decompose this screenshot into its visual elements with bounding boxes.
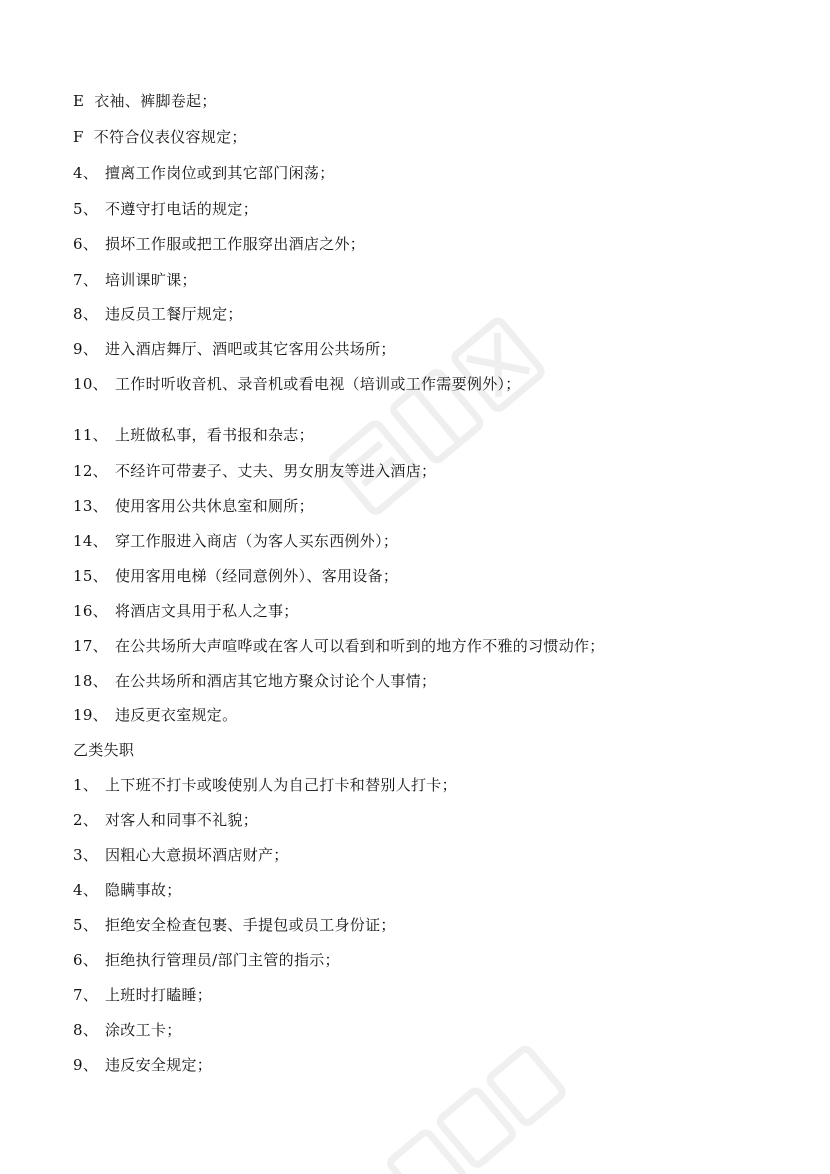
item-number: 2、 xyxy=(73,811,99,829)
watermark-logo-icon xyxy=(360,1010,580,1174)
item-text: 因粗心大意损坏酒店财产； xyxy=(105,846,289,864)
item-number: 7、 xyxy=(73,271,99,289)
item-text: 拒绝安全检查包裹、手提包或员工身份证； xyxy=(105,916,396,934)
item-number: 15、 xyxy=(73,567,108,585)
item-number: 8、 xyxy=(73,305,99,323)
list-item xyxy=(73,339,396,359)
item-prefix: E xyxy=(73,92,85,110)
item-text: 工作时听收音机、录音机或看电视（培训或工作需要例外）； xyxy=(115,375,521,393)
list-item xyxy=(73,915,396,935)
item-text: 损坏工作服或把工作服穿出酒店之外； xyxy=(105,235,366,253)
list-item xyxy=(73,531,398,551)
item-text: 对客人和同事不礼貌； xyxy=(105,811,259,829)
item-text: 隐瞒事故； xyxy=(105,881,182,899)
item-number: 4、 xyxy=(73,164,99,182)
list-item xyxy=(73,374,521,394)
item-number: 12、 xyxy=(73,462,108,480)
list-item xyxy=(73,985,212,1005)
list-item xyxy=(73,163,335,183)
item-text: 上班时打瞌睡； xyxy=(105,986,213,1004)
item-number: 11、 xyxy=(73,426,108,444)
item-number: 9、 xyxy=(73,340,99,358)
list-item xyxy=(73,91,217,111)
item-text: 进入酒店舞厅、酒吧或其它客用公共场所； xyxy=(105,340,396,358)
item-number: 10、 xyxy=(73,375,108,393)
list-item xyxy=(73,880,182,900)
item-text: 在公共场所和酒店其它地方聚众讨论个人事情； xyxy=(115,672,437,690)
item-number: 6、 xyxy=(73,951,99,969)
list-item xyxy=(73,636,605,656)
section-heading xyxy=(73,740,134,760)
item-number: 13、 xyxy=(73,497,108,515)
list-item xyxy=(73,810,258,830)
list-item xyxy=(73,461,436,481)
item-text: 拒绝执行管理员/部门主管的指示； xyxy=(105,951,340,969)
item-text: 在公共场所大声喧哗或在客人可以看到和听到的地方作不雅的习惯动作； xyxy=(115,637,605,655)
item-number: 1、 xyxy=(73,776,99,794)
list-item xyxy=(73,425,314,445)
item-number: 19、 xyxy=(73,706,108,724)
item-number: 5、 xyxy=(73,200,99,218)
list-item xyxy=(73,845,289,865)
item-prefix: F xyxy=(73,128,84,146)
section-heading-text: 乙类失职 xyxy=(73,741,135,759)
item-text: 上下班不打卡或唆使别人为自己打卡和替别人打卡； xyxy=(105,776,457,794)
item-text: 不符合仪表仪容规定； xyxy=(93,128,247,146)
list-item xyxy=(73,127,247,147)
list-item xyxy=(73,270,197,290)
item-text: 使用客用公共休息室和厕所； xyxy=(115,497,314,515)
list-item xyxy=(73,1055,212,1075)
list-item xyxy=(73,496,314,516)
item-text: 使用客用电梯（经同意例外）、客用设备； xyxy=(115,567,399,585)
item-text: 穿工作服进入商店（为客人买东西例外）； xyxy=(115,532,399,550)
item-text: 涂改工卡； xyxy=(105,1021,182,1039)
item-text: 衣袖、裤脚卷起； xyxy=(94,92,217,110)
item-number: 5、 xyxy=(73,916,99,934)
list-item xyxy=(73,950,340,970)
item-text: 不经许可带妻子、丈夫、男女朋友等进入酒店； xyxy=(115,462,437,480)
item-text: 擅离工作岗位或到其它部门闲荡； xyxy=(105,164,335,182)
list-item xyxy=(73,566,398,586)
item-text: 违反更衣室规定。 xyxy=(115,706,238,724)
list-item xyxy=(73,234,365,254)
item-number: 4、 xyxy=(73,881,99,899)
list-item xyxy=(73,705,237,725)
item-number: 18、 xyxy=(73,672,108,690)
item-number: 16、 xyxy=(73,602,108,620)
list-item xyxy=(73,671,436,691)
watermark-logo-icon xyxy=(290,270,590,570)
list-item xyxy=(73,601,299,621)
list-item xyxy=(73,1020,182,1040)
item-text: 上班做私事，看书报和杂志； xyxy=(115,426,314,444)
item-text: 不遵守打电话的规定； xyxy=(105,200,259,218)
item-number: 9、 xyxy=(73,1056,99,1074)
item-text: 培训课旷课； xyxy=(105,271,197,289)
list-item xyxy=(73,304,243,324)
list-item xyxy=(73,199,258,219)
item-text: 违反安全规定； xyxy=(105,1056,213,1074)
item-text: 将酒店文具用于私人之事； xyxy=(115,602,299,620)
list-item xyxy=(73,775,457,795)
item-text: 违反员工餐厅规定； xyxy=(105,305,243,323)
item-number: 8、 xyxy=(73,1021,99,1039)
item-number: 7、 xyxy=(73,986,99,1004)
item-number: 6、 xyxy=(73,235,99,253)
item-number: 3、 xyxy=(73,846,99,864)
item-number: 17、 xyxy=(73,637,108,655)
item-number: 14、 xyxy=(73,532,108,550)
